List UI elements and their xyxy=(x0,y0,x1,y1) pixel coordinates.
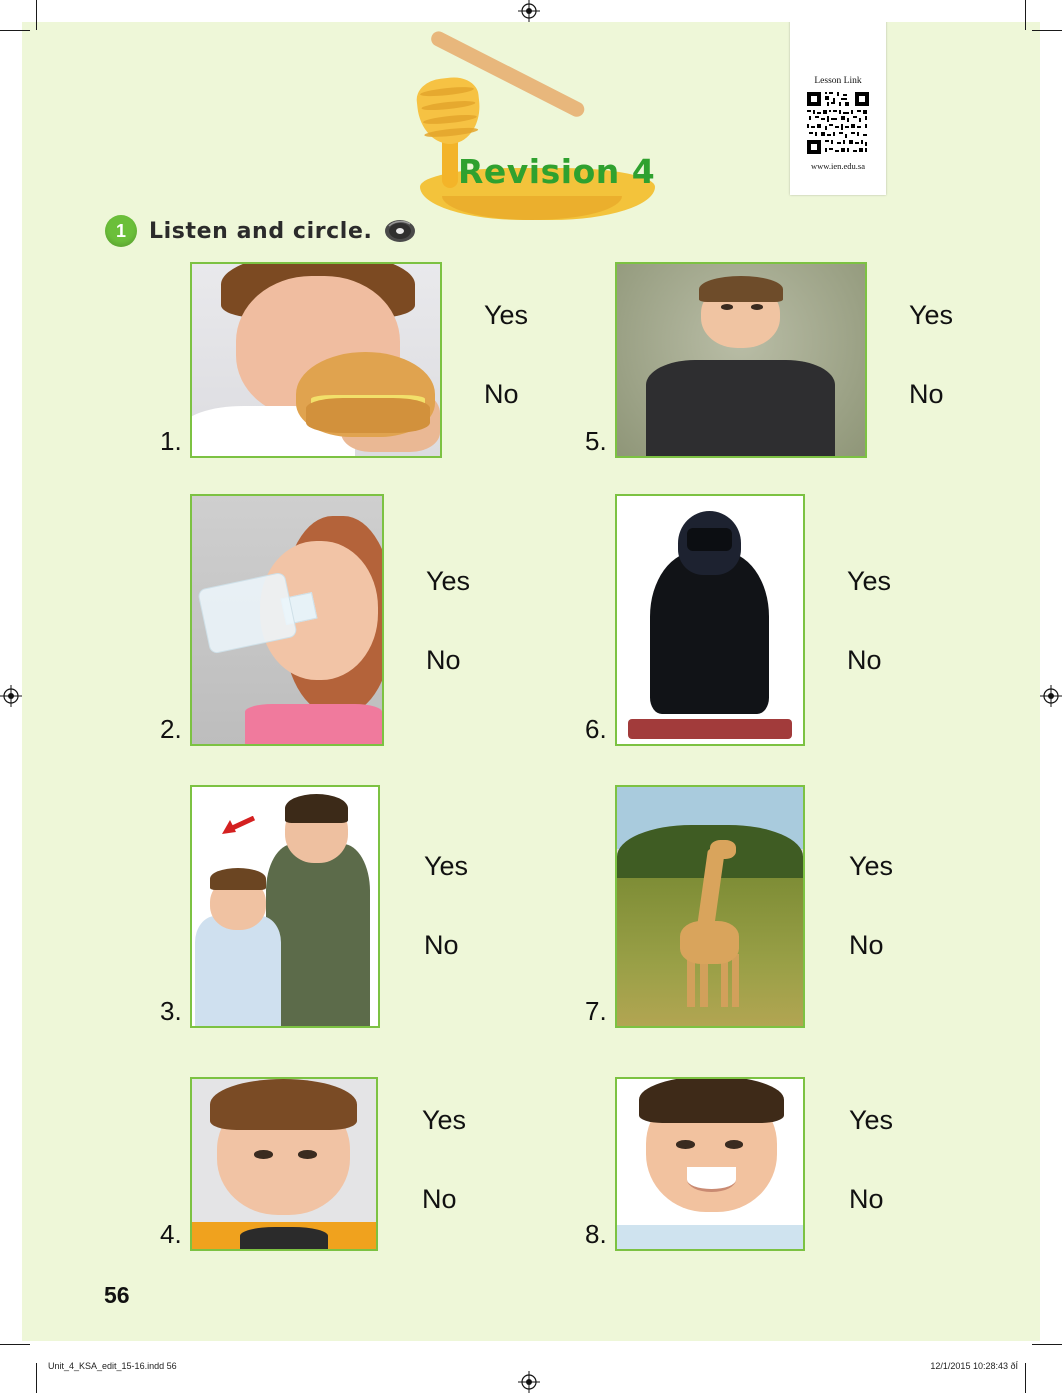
honey-dipper-head-icon xyxy=(415,75,484,147)
item-number: 2. xyxy=(160,714,182,744)
lesson-link-label: Lesson Link xyxy=(814,76,862,86)
item-number: 4. xyxy=(160,1219,182,1249)
item-number: 6. xyxy=(585,714,607,744)
answer-no[interactable]: No xyxy=(424,930,459,960)
crop-mark xyxy=(1025,1363,1026,1393)
item-number: 7. xyxy=(585,996,607,1026)
answer-no[interactable]: No xyxy=(484,379,519,409)
question-item xyxy=(585,494,892,746)
lesson-link-card[interactable] xyxy=(790,0,886,195)
item-number: 3. xyxy=(160,996,182,1026)
lesson-link-url[interactable]: www.ien.edu.sa xyxy=(811,161,865,171)
item-number: 1. xyxy=(160,426,182,456)
item-number: 5. xyxy=(585,426,607,456)
footer-filename: Unit_4_KSA_edit_15-16.indd 56 xyxy=(48,1361,177,1371)
giraffe-in-savanna-photo xyxy=(615,785,805,1028)
qr-code-icon[interactable] xyxy=(805,90,871,156)
registration-mark xyxy=(0,685,22,707)
task-number-badge: 1 xyxy=(105,215,137,247)
item-number: 8. xyxy=(585,1219,607,1249)
answer-yes[interactable]: Yes xyxy=(909,300,954,330)
question-item xyxy=(160,1077,467,1251)
answer-yes[interactable]: Yes xyxy=(422,1105,467,1135)
registration-mark xyxy=(518,1371,540,1393)
crop-mark xyxy=(0,1344,30,1345)
answer-no[interactable]: No xyxy=(849,1184,884,1214)
red-arrow-icon xyxy=(214,816,258,836)
question-item xyxy=(585,262,954,458)
crop-mark xyxy=(36,0,37,30)
answer-yes[interactable]: Yes xyxy=(847,566,892,596)
answer-yes[interactable]: Yes xyxy=(426,566,471,596)
crop-mark xyxy=(1025,0,1026,30)
question-item xyxy=(160,262,529,458)
answer-yes[interactable]: Yes xyxy=(484,300,529,330)
boy-being-bullied-photo xyxy=(190,785,380,1028)
sad-boy-face-photo xyxy=(190,1077,378,1251)
crop-mark xyxy=(1032,1344,1062,1345)
registration-mark xyxy=(518,0,540,22)
page-title: Revision 4 xyxy=(458,152,656,191)
answer-no[interactable]: No xyxy=(847,645,882,675)
woman-wearing-abaya-photo xyxy=(615,494,805,746)
answer-yes[interactable]: Yes xyxy=(849,851,894,881)
answer-no[interactable]: No xyxy=(849,930,884,960)
page-number: 56 xyxy=(104,1282,130,1308)
girl-drinking-water-photo xyxy=(190,494,384,746)
question-item xyxy=(160,494,471,746)
answer-no[interactable]: No xyxy=(909,379,944,409)
crop-mark xyxy=(0,30,30,31)
answer-yes[interactable]: Yes xyxy=(849,1105,894,1135)
task-instruction: Listen and circle. xyxy=(149,218,373,244)
crop-mark xyxy=(1032,30,1062,31)
question-item xyxy=(160,785,469,1028)
question-item xyxy=(585,1077,894,1251)
boy-eating-burger-photo xyxy=(190,262,442,458)
cd-icon xyxy=(384,215,416,247)
task-header xyxy=(105,215,416,247)
answer-no[interactable]: No xyxy=(422,1184,457,1214)
man-in-black-shirt-photo xyxy=(615,262,867,458)
smiling-boy-photo xyxy=(615,1077,805,1251)
crop-mark xyxy=(36,1363,37,1393)
revision-title-illustration xyxy=(380,20,680,220)
answer-yes[interactable]: Yes xyxy=(424,851,469,881)
question-item xyxy=(585,785,894,1028)
answer-no[interactable]: No xyxy=(426,645,461,675)
footer-timestamp: 12/1/2015 10:28:43 ðÍ xyxy=(930,1361,1018,1371)
registration-mark xyxy=(1040,685,1062,707)
